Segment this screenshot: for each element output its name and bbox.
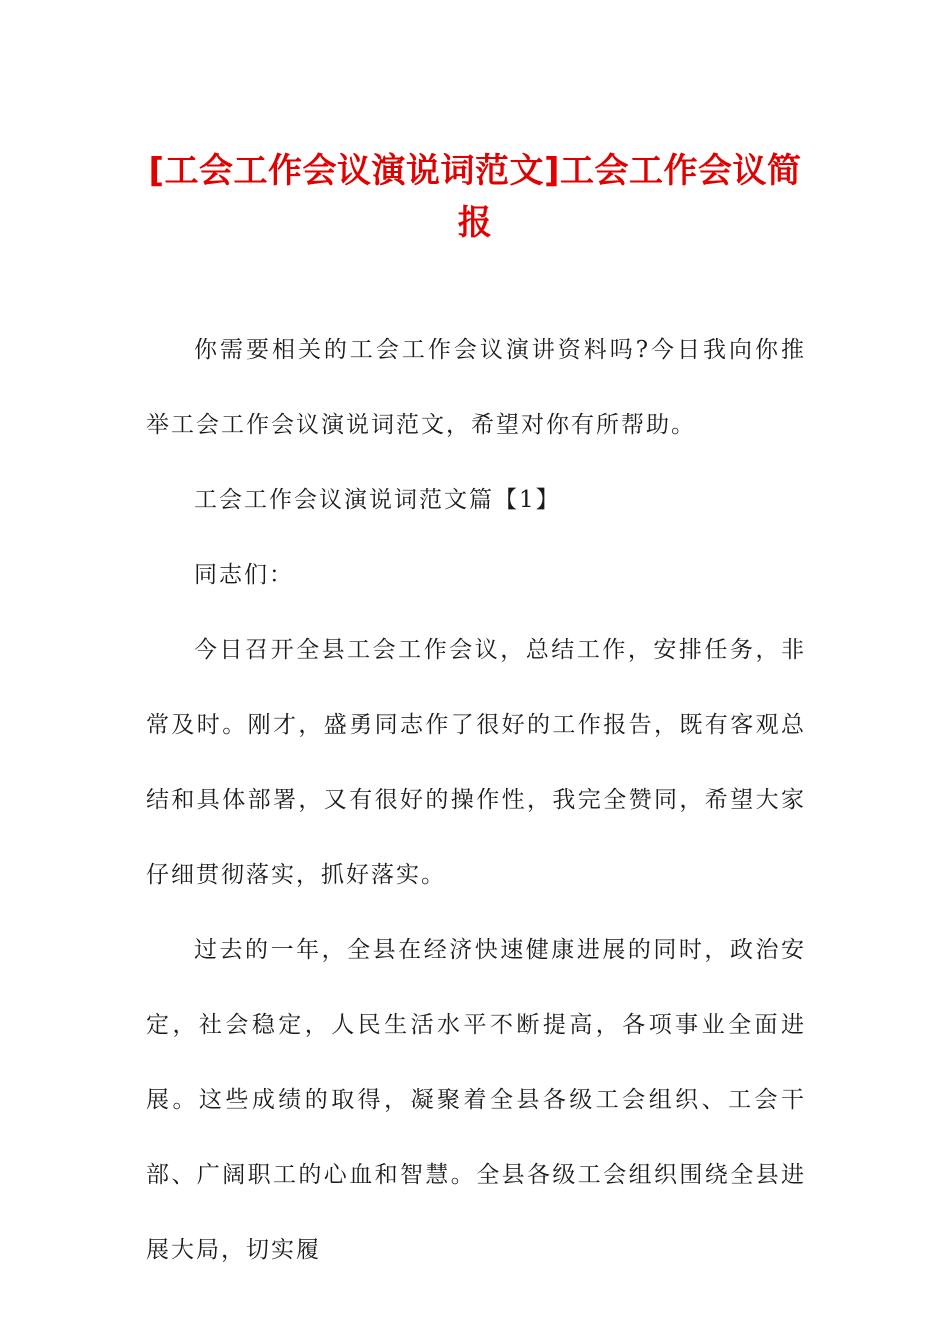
document-title: [工会工作会议演说词范文]工会工作会议简报 (148, 151, 802, 243)
paragraph-section-heading: 工会工作会议演说词范文篇【1】 (194, 487, 561, 513)
paragraph-meeting-summary: 今日召开全县工会工作会议，总结工作，安排任务，非常及时。刚才，盛勇同志作了很好的工作报告，既有客观总结和具体部署，又有很好的操作性，我完全赞同，希望大家仔细贯彻落实，抓好落实。 (146, 637, 806, 888)
paragraph-salutation: 同志们： (194, 562, 294, 588)
document-body (146, 313, 806, 1288)
paragraph-past-year: 过去的一年，全县在经济快速健康进展的同时，政治安定，社会稳定，人民生活水平不断提高，各项事业全面进展。这些成绩的取得，凝聚着全县各级工会组织、工会干部、广阔职工的心血和智慧。全县各级工会组织围绕全县进展大局，切实履 (146, 937, 806, 1263)
paragraph-intro: 你需要相关的工会工作会议演讲资料吗?今日我向你推举工会工作会议演说词范文，希望对你有所帮助。 (146, 337, 806, 438)
